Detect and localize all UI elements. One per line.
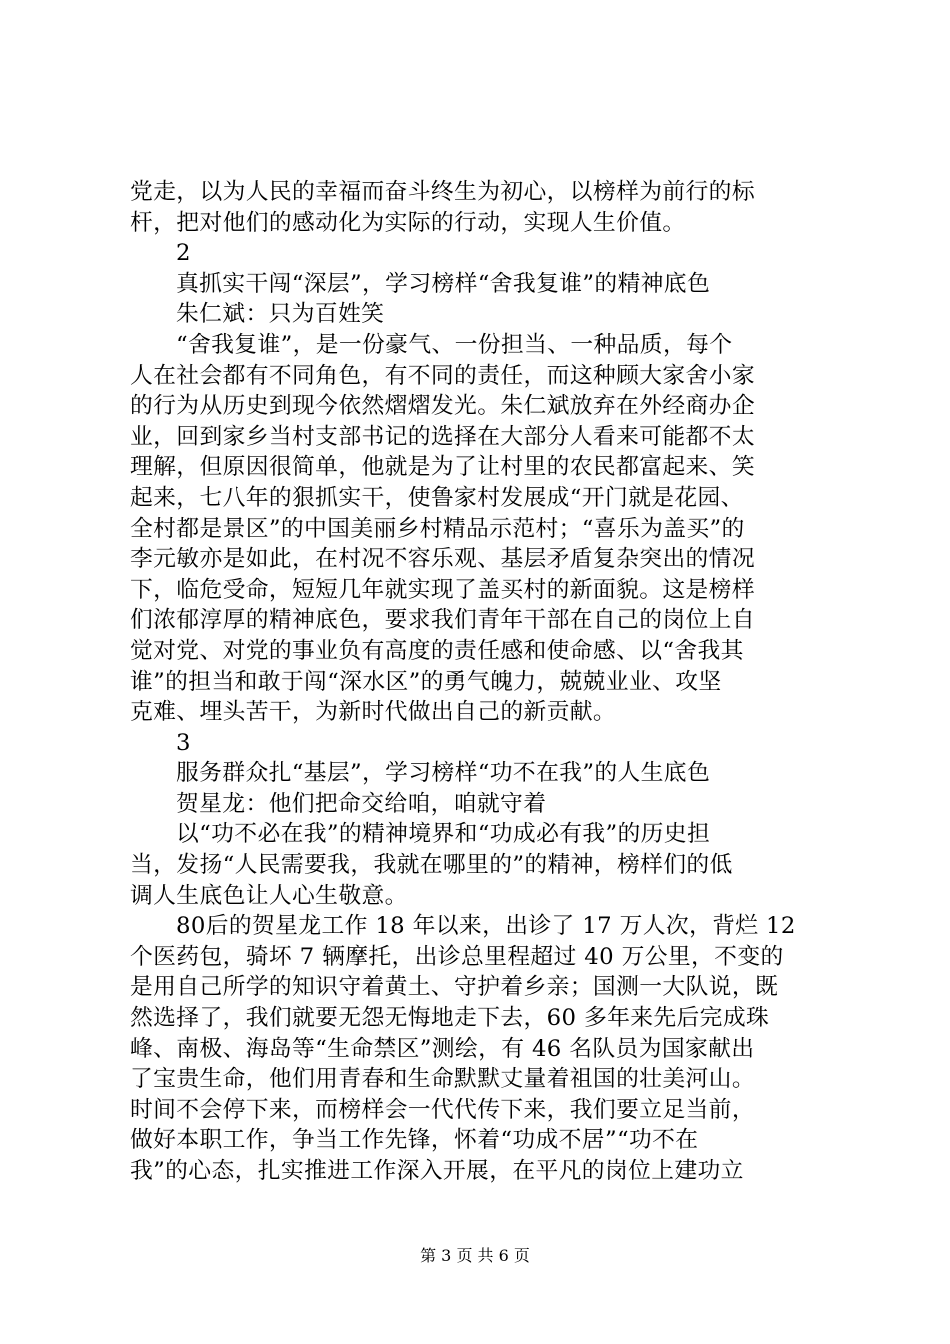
text-line: 个医药包，骑坏 7 辆摩托，出诊总里程超过 40 万公里，不变的 — [130, 943, 784, 970]
text-line: 觉对党、对党的事业负有高度的责任感和使命感、以“舍我其 — [130, 637, 744, 664]
text-line: 调人生底色让人心生敬意。 — [130, 882, 408, 909]
text-line: 杆，把对他们的感动化为实际的行动，实现人生价值。 — [130, 209, 686, 236]
text-line: 时间不会停下来，而榜样会一代代传下来，我们要立足当前， — [130, 1096, 755, 1123]
text-line: 了宝贵生命，他们用青春和生命默默丈量着祖国的壮美河山。 — [130, 1066, 755, 1093]
text-line: 是用自己所学的知识守着黄土、守护着乡亲；国测一大队说，既 — [130, 974, 779, 1001]
page-number: 第 3 页 共 6 页 — [420, 1246, 530, 1265]
text-line: 峰、南极、海岛等“生命禁区”测绘，有 46 名队员为国家献出 — [130, 1035, 755, 1062]
section-subheading: 贺星龙：他们把命交给咱，咱就守着 — [176, 790, 547, 817]
text-line: 下，临危受命，短短几年就实现了盖买村的新面貌。这是榜样 — [130, 576, 755, 603]
text-line: “舍我复谁”，是一份豪气、一份担当、一种品质，每个 — [176, 331, 733, 358]
section-heading: 服务群众扎“基层”，学习榜样“功不在我”的人生底色 — [176, 760, 711, 787]
text-line: 党走，以为人民的幸福而奋斗终生为初心，以榜样为前行的标 — [130, 179, 755, 205]
text-line: 的行为从历史到现今依然熠熠发光。朱仁斌放弃在外经商办企 — [130, 393, 755, 420]
text-line: 理解，但原因很简单，他就是为了让村里的农民都富起来、笑 — [130, 454, 755, 481]
text-line: 起来，七八年的狠抓实干，使鲁家村发展成“开门就是花园、 — [130, 484, 744, 511]
section-subheading: 朱仁斌：只为百姓笑 — [176, 301, 385, 328]
text-line: 做好本职工作，争当工作先锋，怀着“功成不居”“功不在 — [130, 1127, 699, 1154]
section-number: 2 — [176, 240, 191, 267]
text-line: 业，回到家乡当村支部书记的选择在大部分人看来可能都不太 — [130, 423, 755, 450]
text-line: 全村都是景区”的中国美丽乡村精品示范村；“喜乐为盖买”的 — [130, 515, 745, 542]
text-line: 谁”的担当和敢于闯“深水区”的勇气魄力，兢兢业业、攻坚 — [130, 668, 722, 695]
body-text — [130, 177, 830, 1187]
page-footer — [0, 1246, 950, 1266]
text-line: 然选择了，我们就要无怨无悔地走下去，60 多年来先后完成珠 — [130, 1005, 770, 1032]
text-line: 当，发扬“人民需要我，我就在哪里的”的精神，榜样们的低 — [130, 852, 733, 879]
text-line: 们浓郁淳厚的精神底色，要求我们青年干部在自己的岗位上自 — [130, 607, 755, 634]
text-line: 以“功不必在我”的精神境界和“功成必有我”的历史担 — [176, 821, 711, 848]
section-heading: 真抓实干闯“深层”，学习榜样“舍我复谁”的精神底色 — [176, 270, 711, 297]
text-line: 80后的贺星龙工作 18 年以来，出诊了 17 万人次，背烂 12 — [176, 913, 796, 940]
section-number: 3 — [176, 729, 191, 756]
text-line: 我”的心态，扎实推进工作深入开展，在平凡的岗位上建功立 — [130, 1158, 744, 1184]
text-line: 人在社会都有不同角色，有不同的责任，而这种顾大家舍小家 — [130, 362, 755, 389]
text-line: 克难、埋头苦干，为新时代做出自己的新贡献。 — [130, 699, 617, 726]
text-line: 李元敏亦是如此，在村况不容乐观、基层矛盾复杂突出的情况 — [130, 546, 755, 573]
